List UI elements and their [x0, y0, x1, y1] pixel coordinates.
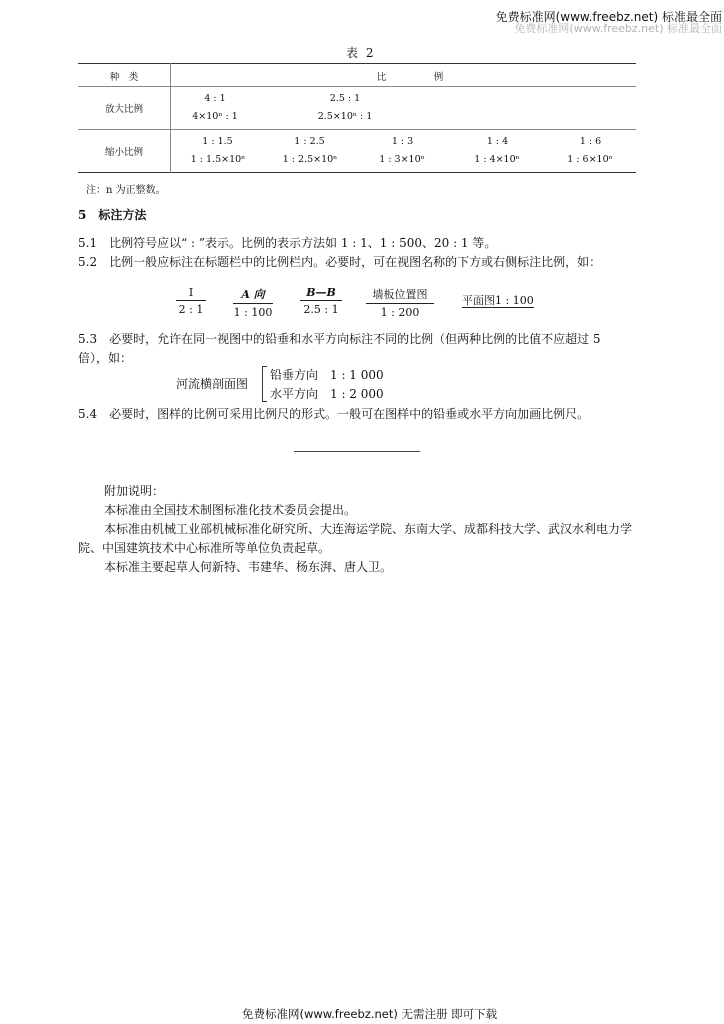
table-header-rule — [78, 86, 636, 87]
paragraph-5-3-line1: 5.3 必要时，允许在同一视图中的铅垂和水平方向标注不同的比例（但两种比例的比值不应超过 5 — [78, 332, 601, 346]
header-watermark-shadow: 免费标准网(www.freebz.net) 标准最全面 — [514, 22, 722, 35]
paragraph-5-4: 5.4 必要时，图样的比例可采用比例尺的形式。一般可在图样中的铅垂或水平方向加画比例尺。 — [78, 407, 590, 421]
river-vertical-scale: 铅垂方向 1 : 1 000 — [270, 368, 384, 382]
table-bottom-rule — [78, 172, 636, 173]
example-scale-wall-plan: 墙板位置图 1 : 200 — [366, 286, 434, 319]
appendix-title: 附加说明： — [104, 484, 165, 498]
example-scale-roman: Ⅰ 2 : 1 — [176, 286, 206, 316]
table-cell: 2.5 : 1 — [329, 93, 361, 104]
table-cell: 1 : 2.5 — [294, 136, 325, 147]
table-top-rule — [78, 63, 636, 64]
table-cell: 1 : 4 — [486, 136, 509, 147]
table-cell: 1 : 1.5 — [202, 136, 233, 147]
table-column-divider — [170, 63, 171, 173]
example-scale-section-bb: $\frac{B—B}{2.5 : 1}$ — [300, 286, 342, 316]
table-cell: 2.5×10ⁿ : 1 — [317, 111, 373, 122]
table-cell: 1 : 2.5×10ⁿ — [282, 154, 338, 165]
appendix-line: 院、中国建筑技术中心标准所等单位负责起草。 — [78, 541, 331, 555]
example-scale-floor-plan: 平面图1 : 100 — [462, 294, 534, 307]
section-title: 5 标注方法 — [78, 208, 147, 222]
appendix-line: 本标准由机械工业部机械标准化研究所、大连海运学院、东南大学、成都科技大学、武汉水利电力学 — [104, 522, 633, 536]
table-header-ratio: 比 例 — [376, 72, 444, 83]
table-cell: 1 : 6×10ⁿ — [567, 154, 613, 165]
table-cell: 4×10ⁿ : 1 — [192, 111, 238, 122]
appendix-line: 本标准主要起草人何新特、韦建华、杨东湃、唐人卫。 — [104, 560, 393, 574]
example-scale-view-a: A 向 1 : 100 — [233, 288, 273, 319]
footer-download-link[interactable]: 免费标准网(www.freebz.net) 无需注册 即可下载 — [242, 1007, 498, 1021]
table-cell: 1 : 4×10ⁿ — [474, 154, 520, 165]
table-caption: 表 2 — [346, 46, 376, 60]
section-divider — [294, 451, 420, 452]
paragraph-5-2: 5.2 比例一般应标注在标题栏中的比例栏内。必要时，可在视图名称的下方或右侧标注比例，如： — [78, 255, 602, 269]
table-note: 注：n 为正整数。 — [86, 185, 166, 196]
table-cell: 1 : 3×10ⁿ — [379, 154, 425, 165]
table-cell: 1 : 1.5×10ⁿ — [190, 154, 246, 165]
table-row-label-enlarge: 放大比例 — [104, 104, 143, 115]
table-cell: 4 : 1 — [204, 93, 226, 104]
table-row-label-reduce: 缩小比例 — [104, 147, 143, 158]
header-watermark: 免费标准网(www.freebz.net) 标准最全面 — [495, 10, 722, 24]
table-cell: 1 : 3 — [391, 136, 414, 147]
river-section-bracket — [262, 366, 267, 402]
table-cell: 1 : 6 — [579, 136, 602, 147]
river-horizontal-scale: 水平方向 1 : 2 000 — [270, 387, 384, 401]
river-section-name: 河流横剖面图 — [176, 377, 249, 391]
table-mid-rule — [78, 129, 636, 130]
appendix-line: 本标准由全国技术制图标准化技术委员会提出。 — [104, 503, 357, 517]
paragraph-5-3-line2: 倍），如： — [78, 351, 133, 365]
paragraph-5-1: 5.1 比例符号应以“ : ”表示。比例的表示方法如 1 : 1、1 : 500、20 : 1 等。 — [78, 236, 497, 250]
table-header-kind: 种 类 — [109, 72, 139, 83]
